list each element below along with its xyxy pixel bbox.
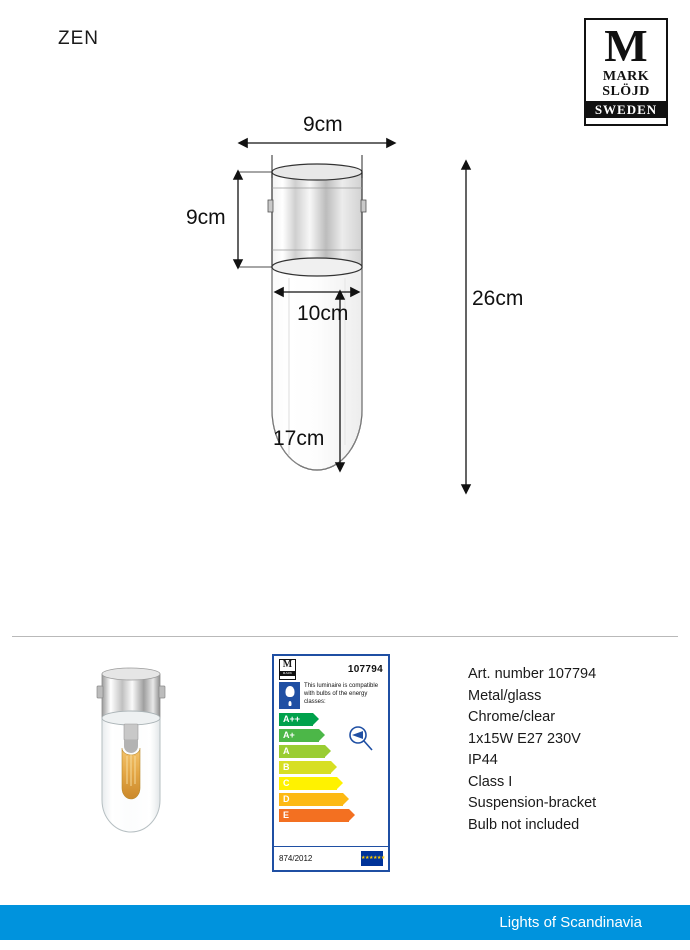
energy-class-bar bbox=[279, 777, 337, 790]
specifications-list bbox=[468, 664, 596, 836]
dimension-label-height-glass: 17cm bbox=[273, 427, 325, 450]
brand-line-2: SLÖJD bbox=[602, 84, 650, 99]
spec-line: Metal/glass bbox=[468, 687, 542, 704]
energy-class-scale bbox=[274, 712, 388, 822]
energy-class-label: E bbox=[283, 810, 290, 820]
energy-label-compatibility bbox=[274, 682, 388, 712]
spec-line: Suspension-bracket bbox=[468, 795, 597, 811]
bulb-icon bbox=[279, 682, 300, 709]
energy-class-row bbox=[279, 808, 383, 822]
spec-line: Bulb not included bbox=[468, 816, 580, 833]
energy-class-label: D bbox=[283, 794, 290, 804]
footer-tagline: Lights of Scandinavia bbox=[499, 914, 642, 931]
energy-class-row bbox=[279, 776, 383, 790]
footer-bar bbox=[0, 905, 690, 940]
energy-label bbox=[272, 654, 390, 872]
energy-label-article-number: 107794 bbox=[347, 663, 383, 675]
brand-monogram: M bbox=[604, 20, 648, 71]
product-photo-svg bbox=[88, 660, 198, 850]
energy-label-brand-word: MARK bbox=[280, 671, 295, 676]
energy-class-row bbox=[279, 792, 383, 806]
spec-line: Class I bbox=[468, 773, 513, 790]
energy-label-brand-logo bbox=[279, 659, 296, 680]
spec-line: IP44 bbox=[468, 752, 498, 768]
brand-line-1: MARK bbox=[602, 69, 650, 84]
energy-class-label: A bbox=[283, 746, 290, 756]
dimension-label-height-canopy: 9cm bbox=[186, 206, 226, 229]
compatibility-text: This luminaire is compatible with bulbs of the energy classes: bbox=[304, 683, 379, 705]
energy-class-label: A+ bbox=[283, 730, 295, 740]
spec-line: Chrome/clear bbox=[468, 709, 556, 725]
spec-line: Art. number 107794 bbox=[468, 666, 597, 682]
energy-class-bar bbox=[279, 761, 331, 774]
drawing-svg bbox=[0, 100, 690, 630]
technical-drawing bbox=[0, 100, 690, 630]
energy-class-label: A++ bbox=[283, 714, 301, 724]
page-title: ZEN bbox=[58, 28, 99, 49]
energy-class-label: C bbox=[283, 778, 290, 788]
energy-label-header bbox=[274, 656, 388, 682]
dimension-label-width-glass: 10cm bbox=[297, 302, 349, 325]
energy-class-bar bbox=[279, 713, 313, 726]
spec-line: 1x15W E27 230V bbox=[468, 730, 581, 747]
energy-class-bar bbox=[279, 809, 349, 822]
energy-pointer-icon bbox=[346, 724, 380, 754]
section-divider bbox=[12, 636, 678, 637]
energy-class-bar bbox=[279, 793, 343, 806]
eu-flag-stars: ★★★★★★ bbox=[361, 855, 385, 861]
energy-regulation: 874/2012 bbox=[279, 854, 313, 863]
eu-flag-icon bbox=[361, 851, 383, 866]
energy-class-bar bbox=[279, 745, 325, 758]
energy-label-footer bbox=[274, 846, 388, 870]
energy-label-monogram: M bbox=[282, 658, 293, 670]
energy-class-label: B bbox=[283, 762, 290, 772]
energy-class-bar bbox=[279, 729, 319, 742]
energy-class-row bbox=[279, 760, 383, 774]
product-photo bbox=[88, 660, 198, 850]
dimension-label-width-top: 9cm bbox=[303, 113, 343, 136]
brand-line-3: SWEDEN bbox=[586, 101, 666, 118]
dimension-label-height-total: 26cm bbox=[472, 287, 524, 310]
